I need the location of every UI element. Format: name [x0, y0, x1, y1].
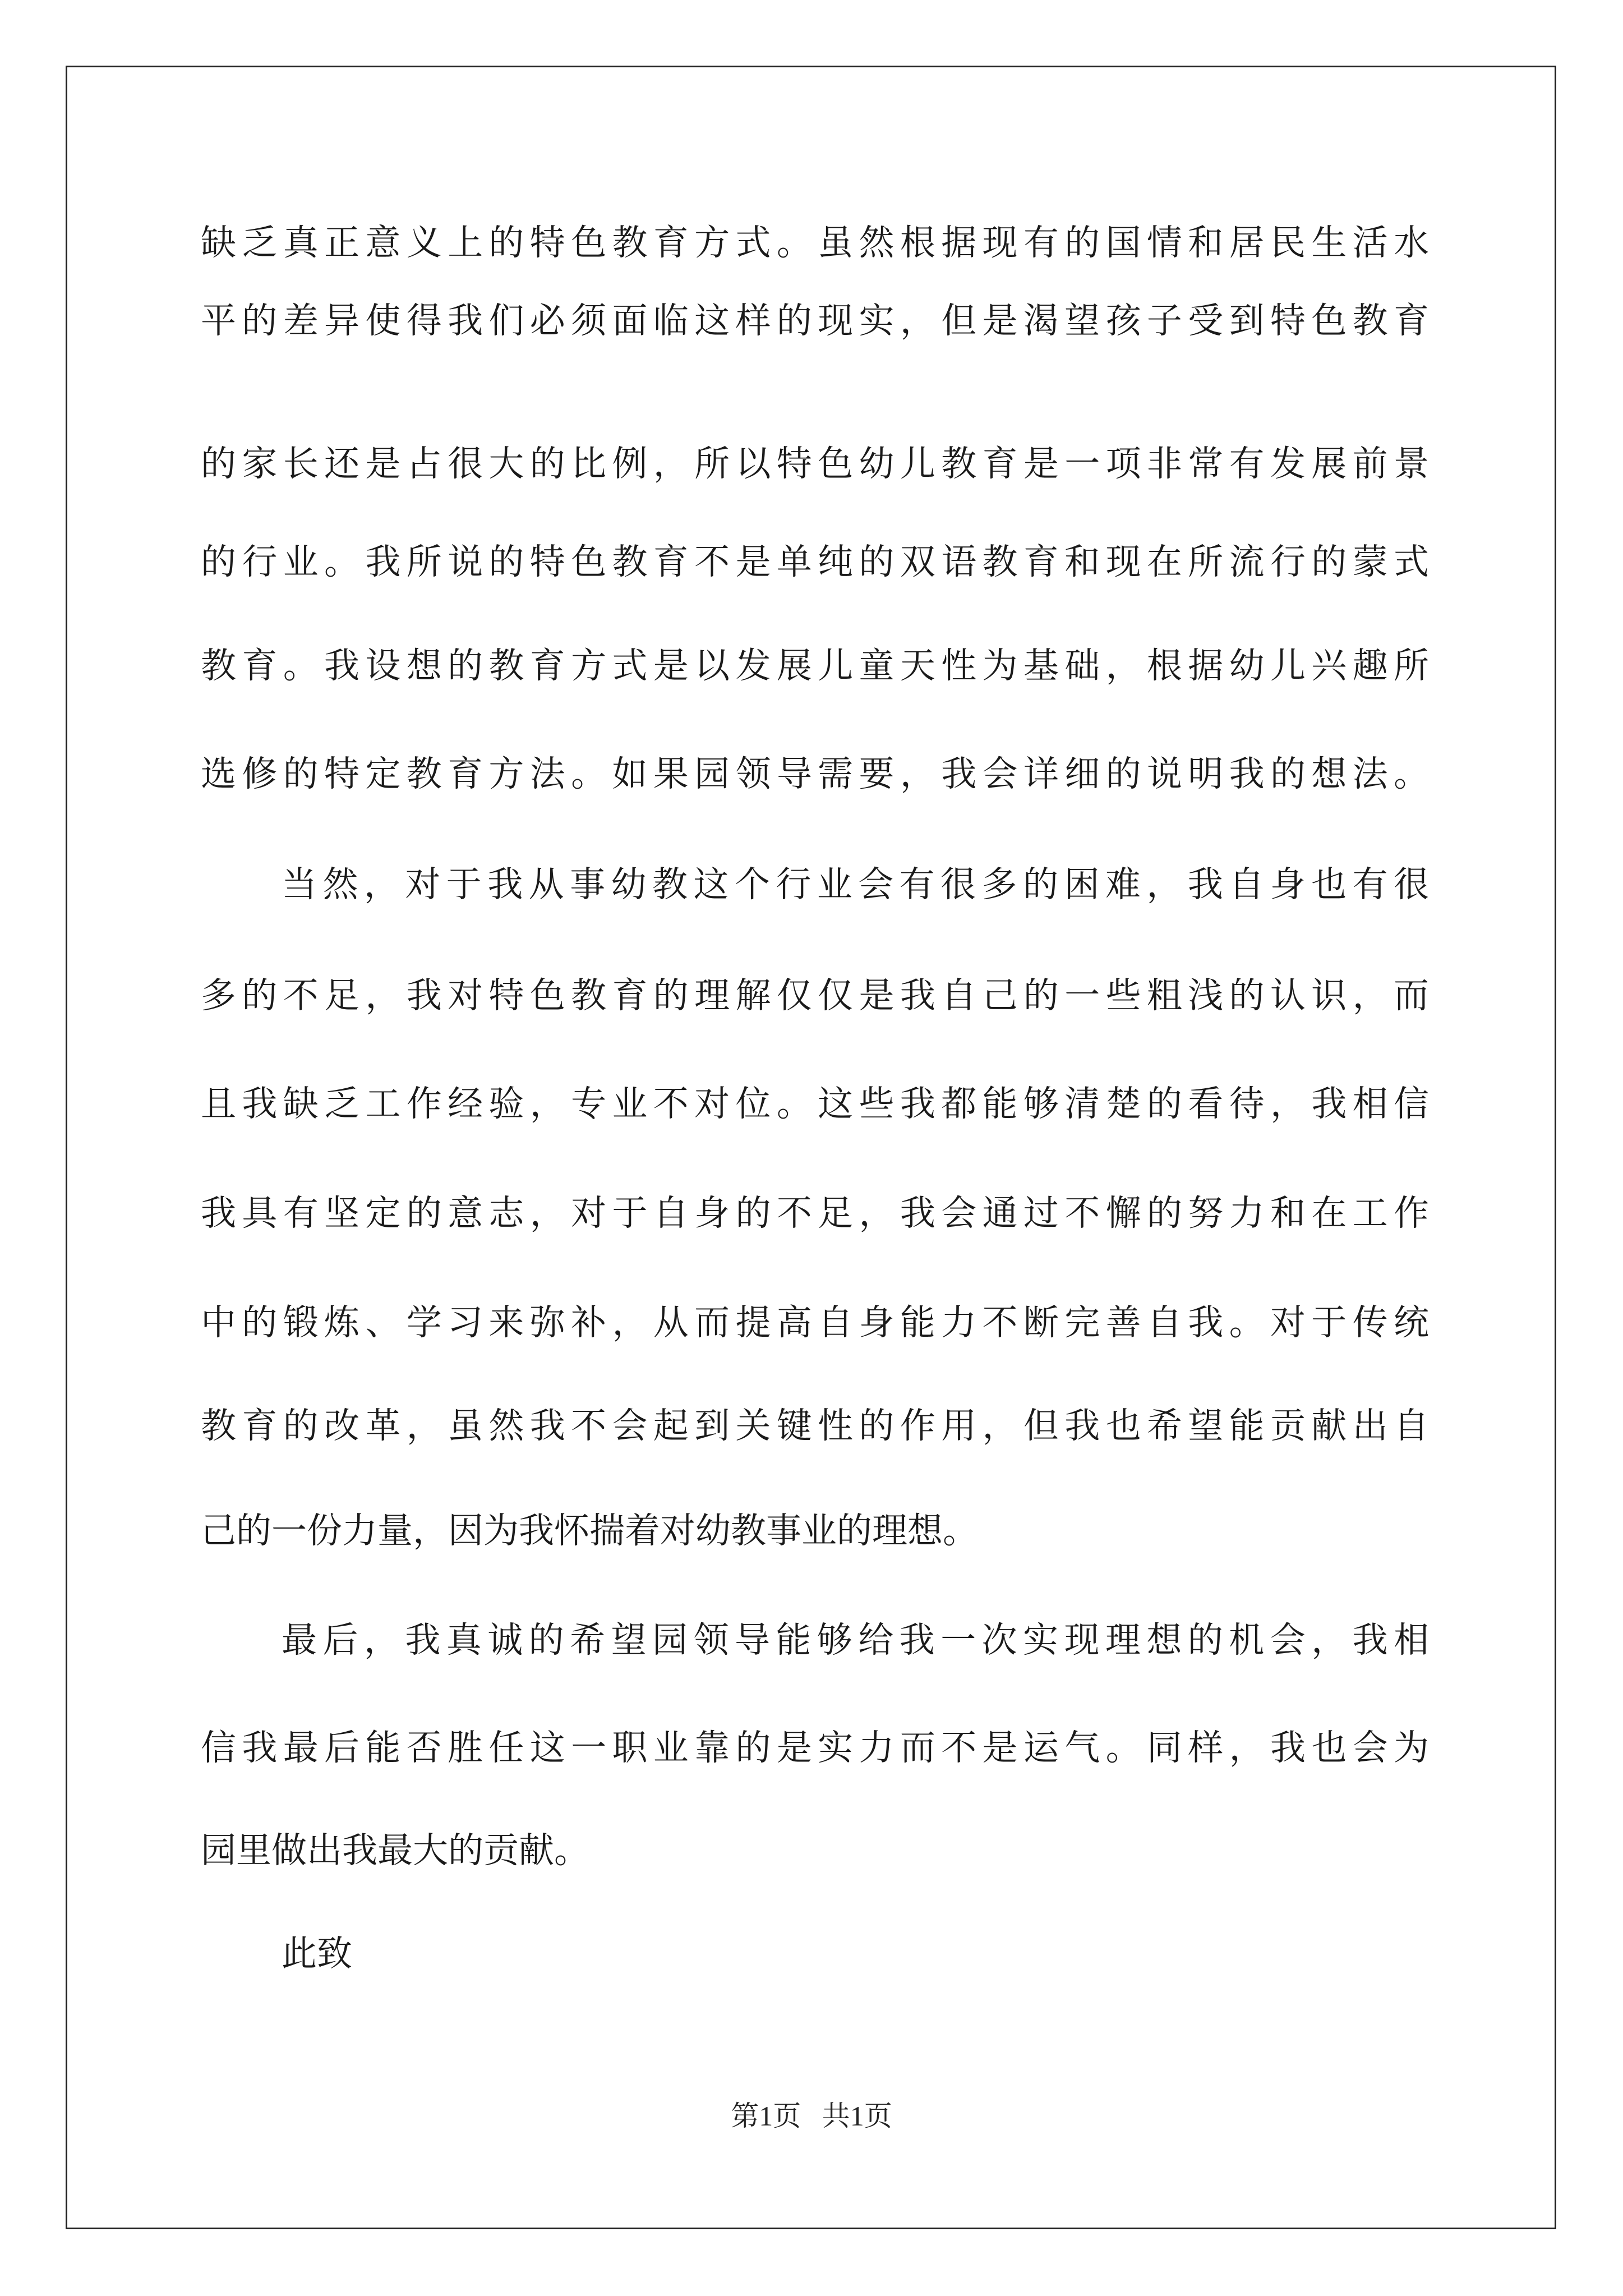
body-line: 缺乏真正意义上的特色教育方式。虽然根据现有的国情和居民生活水	[201, 222, 1429, 263]
body-line: 选修的特定教育方法。如果园领导需要，我会详细的说明我的想法。	[201, 753, 1429, 794]
body-line: 己的一份力量，因为我怀揣着对幼教事业的理想。	[201, 1510, 978, 1551]
closing-salutation: 此致	[282, 1933, 352, 1974]
body-line: 教育的改革，虽然我不会起到关键性的作用，但我也希望能贡献出自	[201, 1405, 1429, 1446]
body-line: 教育。我设想的教育方式是以发展儿童天性为基础，根据幼儿兴趣所	[201, 645, 1429, 686]
body-line: 多的不足，我对特色教育的理解仅仅是我自己的一些粗浅的认识，而	[201, 975, 1429, 1016]
body-line: 且我缺乏工作经验，专业不对位。这些我都能够清楚的看待，我相信	[201, 1083, 1429, 1124]
body-line: 的家长还是占很大的比例，所以特色幼儿教育是一项非常有发展前景	[201, 443, 1429, 484]
body-line: 中的锻炼、学习来弥补，从而提高自身能力不断完善自我。对于传统	[201, 1302, 1429, 1343]
body-line: 我具有坚定的意志，对于自身的不足，我会通过不懈的努力和在工作	[201, 1193, 1429, 1234]
body-line: 平的差异使得我们必须面临这样的现实，但是渴望孩子受到特色教育	[201, 300, 1429, 341]
body-line: 的行业。我所说的特色教育不是单纯的双语教育和现在所流行的蒙式	[201, 541, 1429, 582]
body-line: 信我最后能否胜任这一职业靠的是实力而不是运气。同样，我也会为	[201, 1727, 1429, 1768]
page-footer: 第1页 共1页	[731, 2100, 892, 2132]
body-line: 园里做出我最大的贡献。	[201, 1830, 589, 1871]
paragraph-start-line: 最后，我真诚的希望园领导能够给我一次实现理想的机会，我相	[282, 1619, 1429, 1660]
page-border	[66, 66, 1556, 2229]
paragraph-start-line: 当然，对于我从事幼教这个行业会有很多的困难，我自身也有很	[282, 864, 1429, 905]
